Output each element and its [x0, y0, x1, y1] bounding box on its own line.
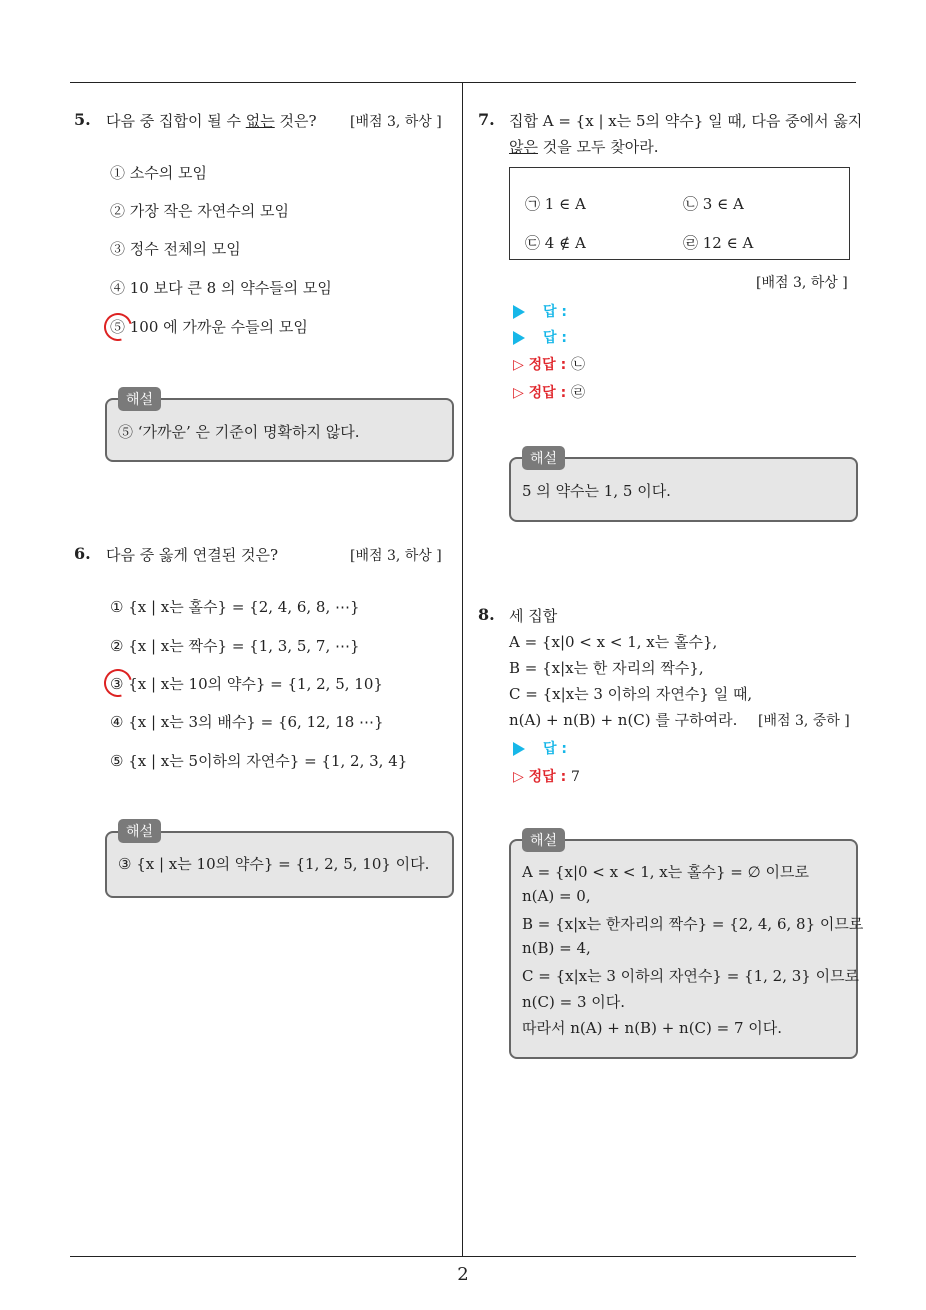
question-line: B = {x|x는 한 자리의 짝수}, — [509, 659, 704, 677]
explanation-line: n(C) = 3 이다. — [522, 993, 626, 1011]
correct-value: ㉣ — [571, 385, 586, 401]
explanation-line: n(A) = 0, — [522, 887, 591, 905]
question-line: 세 집합 — [509, 607, 558, 625]
explanation-line: n(B) = 4, — [522, 939, 591, 957]
play-icon — [513, 742, 525, 756]
correct-row-2 — [513, 382, 585, 402]
triangle-outline-icon: ▷ — [513, 357, 529, 373]
option-1[interactable]: ① {x | x는 홀수} = {2, 4, 6, 8, ⋯} — [110, 598, 360, 616]
correct-value: 7 — [571, 769, 580, 785]
score-label: [배점 3, 하상 ] — [350, 114, 442, 130]
explanation-text: ③ {x | x는 10의 약수} = {1, 2, 5, 10} 이다. — [118, 855, 430, 873]
correct-label: 정답 : — [528, 385, 567, 401]
triangle-outline-icon: ▷ — [513, 385, 529, 401]
score-label: [배점 3, 하상 ] — [350, 548, 442, 564]
correct-row — [513, 766, 580, 786]
question-number: 8. — [478, 605, 495, 624]
explanation-tag: 해설 — [118, 819, 161, 843]
play-icon — [513, 331, 525, 345]
selected-mark-circle — [99, 664, 137, 702]
answer-label: 답 : — [543, 741, 567, 757]
question-text: 다음 중 옳게 연결된 것은? — [106, 546, 279, 564]
explanation-line: A = {x|0 < x < 1, x는 홀수} = ∅ 이므로 — [522, 863, 809, 881]
question-number: 7. — [478, 110, 495, 129]
option-5[interactable]: ⑤ {x | x는 5이하의 자연수} = {1, 2, 3, 4} — [110, 752, 408, 770]
explanation-line: 따라서 n(A) + n(B) + n(C) = 7 이다. — [522, 1019, 783, 1037]
explanation-tag: 해설 — [118, 387, 161, 411]
option-3[interactable]: ③ 정수 전체의 모임 — [110, 240, 241, 258]
question-line: A = {x|0 < x < 1, x는 홀수}, — [509, 633, 718, 651]
explanation-text: 5 의 약수는 1, 5 이다. — [522, 482, 671, 500]
option-3[interactable]: ③ {x | x는 10의 약수} = {1, 2, 5, 10} — [110, 675, 383, 693]
choice-1[interactable]: ㉠ 1 ∈ A — [525, 195, 586, 213]
correct-row-1 — [513, 354, 585, 374]
explanation-text: ⑤ ‘가까운’ 은 기준이 명확하지 않다. — [118, 423, 360, 441]
answer-row[interactable] — [513, 738, 567, 758]
question-line: n(A) + n(B) + n(C) 를 구하여라. — [509, 711, 738, 729]
column-divider — [462, 82, 463, 1256]
play-icon — [513, 305, 525, 319]
answer-label: 답 : — [543, 330, 567, 346]
choice-3[interactable]: ㉢ 4 ∉ A — [525, 234, 586, 252]
score-label: [배점 3, 하상 ] — [756, 275, 848, 291]
option-5[interactable]: ⑤ 100 에 가까운 수들의 모임 — [110, 318, 308, 336]
correct-label: 정답 : — [528, 357, 567, 373]
option-4[interactable]: ④ 10 보다 큰 8 의 약수들의 모임 — [110, 279, 332, 297]
correct-value: ㉡ — [571, 357, 586, 373]
page-number: 2 — [457, 1264, 469, 1285]
selected-mark-circle — [99, 308, 137, 346]
option-4[interactable]: ④ {x | x는 3의 배수} = {6, 12, 18 ⋯} — [110, 713, 384, 731]
choice-2[interactable]: ㉡ 3 ∈ A — [683, 195, 744, 213]
top-rule — [70, 82, 856, 83]
question-number: 5. — [74, 110, 91, 129]
answer-label: 답 : — [543, 304, 567, 320]
question-text: 다음 중 집합이 될 수 없는 것은? — [106, 112, 317, 130]
explanation-tag: 해설 — [522, 828, 565, 852]
question-line: C = {x|x는 3 이하의 자연수} 일 때, — [509, 685, 753, 703]
choice-4[interactable]: ㉣ 12 ∈ A — [683, 234, 754, 252]
question-text-line2: 않은 것을 모두 찾아라. — [509, 138, 659, 156]
question-text-line1: 집합 A = {x | x는 5의 약수} 일 때, 다음 중에서 옳지 — [509, 112, 863, 130]
correct-label: 정답 : — [528, 769, 567, 785]
explanation-line: C = {x|x는 3 이하의 자연수} = {1, 2, 3} 이므로 — [522, 967, 860, 985]
answer-row-2[interactable] — [513, 327, 567, 347]
score-label: [배점 3, 중하 ] — [758, 713, 850, 729]
bottom-rule — [70, 1256, 856, 1257]
option-1[interactable]: ① 소수의 모임 — [110, 164, 207, 182]
explanation-tag: 해설 — [522, 446, 565, 470]
triangle-outline-icon: ▷ — [513, 769, 529, 785]
option-2[interactable]: ② {x | x는 짝수} = {1, 3, 5, 7, ⋯} — [110, 637, 360, 655]
option-2[interactable]: ② 가장 작은 자연수의 모임 — [110, 202, 289, 220]
question-number: 6. — [74, 544, 91, 563]
explanation-line: B = {x|x는 한자리의 짝수} = {2, 4, 6, 8} 이므로 — [522, 915, 864, 933]
answer-row-1[interactable] — [513, 301, 567, 321]
